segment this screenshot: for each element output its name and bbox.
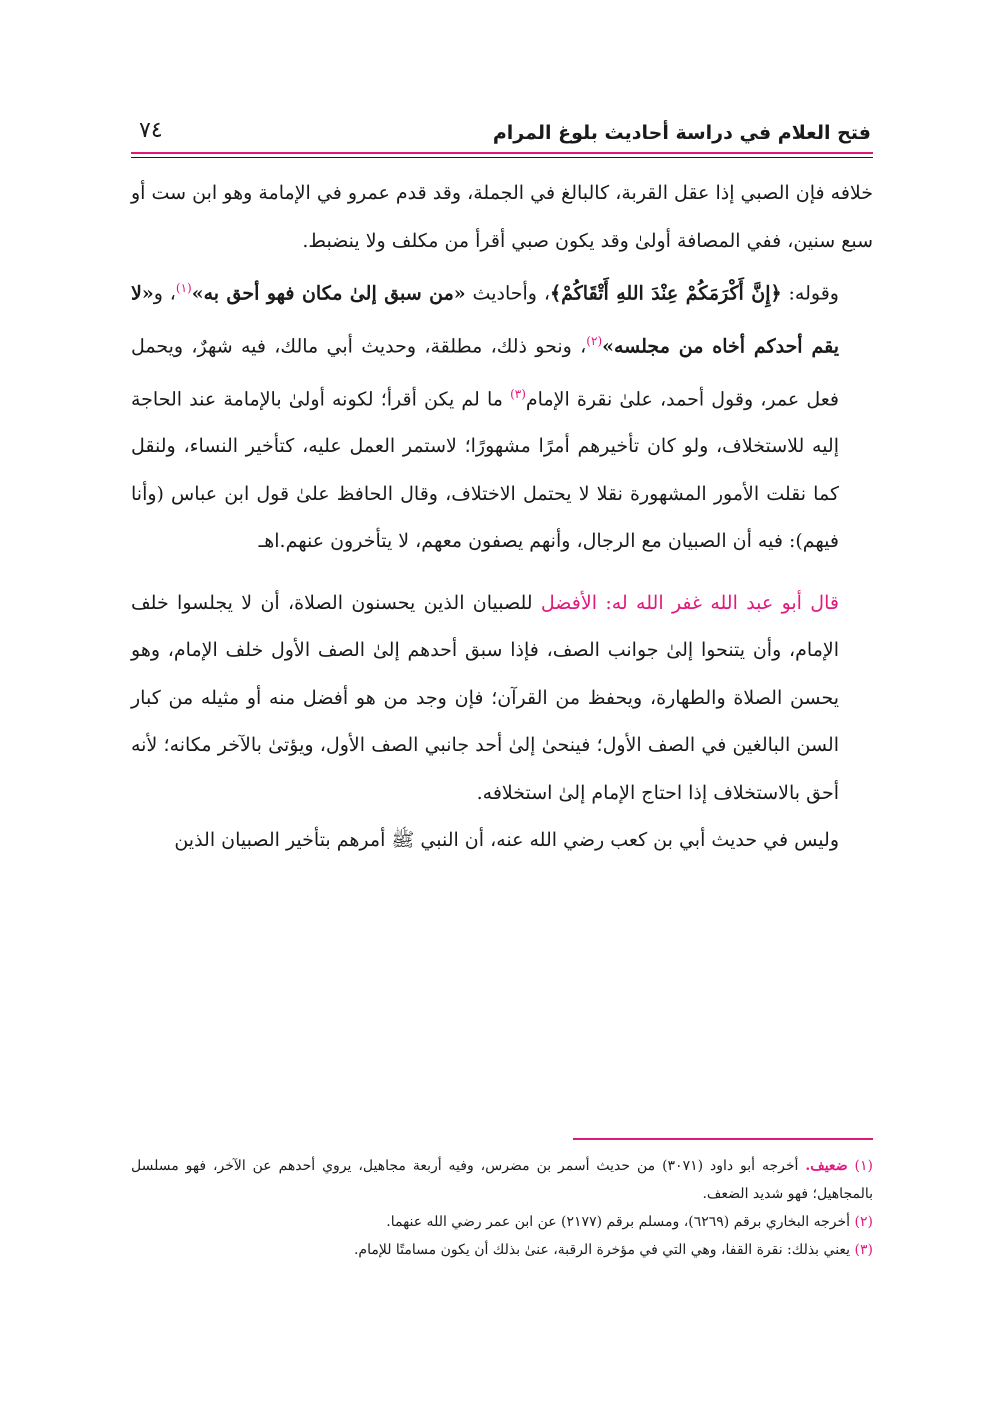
p2-text-2: ، و <box>153 282 176 305</box>
footnotes <box>131 1152 873 1264</box>
p2-lead: وقوله: <box>781 282 839 305</box>
paragraph-1-text: خلافه فإن الصبي إذا عقل القربة، كالبالغ في الجملة، وقد قدم عمرو في الإمامة وهو ابن ست أو سبع سنين، ففي المصافة أولىٰ وقد يكون صبي أقرأ من مكلف ولا ينضبط. <box>131 182 873 252</box>
footnote-3-label: (٣) <box>854 1242 873 1258</box>
hadith-2: «لا يقم أحدكم أخاه من مجلسه» <box>131 282 840 358</box>
header-rule-pink <box>131 152 873 154</box>
paragraph-2 <box>131 265 873 566</box>
footnote-3 <box>131 1236 873 1264</box>
book-title: فتح العلام في دراسة أحاديث بلوغ المرام <box>492 122 871 144</box>
p2-text-1: ، وأحاديث <box>465 282 550 305</box>
footnote-1-label: (١) <box>854 1158 873 1174</box>
footnote-2-text: أخرجه البخاري برقم (٦٢٦٩)، ومسلم برقم (٢١٧٧) عن ابن عمر رضي الله عنهما. <box>386 1214 855 1230</box>
footnote-ref-1[interactable]: (١) <box>175 281 192 295</box>
author-comment-label: قال أبو عبد الله غفر الله له: <box>597 591 839 614</box>
p2-text-4: ما لم يكن أقرأ؛ لكونه أولىٰ بالإمامة عند الحاجة إليه للاستخلاف، ولو كان تأخيرهم أمرًا مشهورًا؛ لاستمر العمل عليه، كتأخير النساء، ولنقل كما نقلت الأمور المشهورة نقلا لا يحتمل الاختلاف، وقال الحافظ علىٰ قول ابن عباس (وأنا فيهم): فيه أن الصبيان مع الرجال، وأنهم يصفون معهم، لا يتأخرون عنهم.اهـ <box>131 387 839 553</box>
footnote-ref-3[interactable]: (٣) <box>510 386 526 401</box>
page-number: ٧٤ <box>139 118 163 143</box>
footnote-separator <box>573 1138 873 1140</box>
footnote-3-text: يعني بذلك: نقرة القفا، وهي التي في مؤخرة الرقبة، عنىٰ بذلك أن يكون مسامتًا للإمام. <box>353 1242 855 1258</box>
footnote-2-label: (٢) <box>854 1214 873 1230</box>
paragraph-1 <box>131 170 873 265</box>
page-header <box>131 112 873 152</box>
afdal-keyword: الأفضل <box>540 591 597 614</box>
main-text <box>131 170 873 865</box>
book-page <box>131 0 873 1418</box>
hadith-1: «من سبق إلىٰ مكان فهو أحق به» <box>191 282 466 305</box>
footnote-1 <box>131 1152 873 1208</box>
paragraph-3 <box>131 580 873 818</box>
header-rule-dark <box>131 157 873 158</box>
p4-text: وليس في حديث أبي بن كعب رضي الله عنه، أن النبي ﷺ أمرهم بتأخير الصبيان الذين <box>174 829 839 852</box>
footnote-ref-2[interactable]: (٢) <box>586 333 603 348</box>
footnote-1-grade: ضعيف. <box>805 1158 848 1174</box>
p3-text: للصبيان الذين يحسنون الصلاة، أن لا يجلسوا خلف الإمام، وأن يتنحوا إلىٰ جوانب الصف، فإذا سبق أحدهم إلىٰ الصف الأول خلف الإمام، وهو يحسن الصلاة والطهارة، ويحفظ من القرآن؛ فإن وجد من هو أفضل منه أو مثيله من كبار السن البالغين في الصف الأول؛ فينحىٰ إلىٰ أحد جانبي الصف الأول، ويؤتىٰ بالآخر مكانه؛ لأنه أحق بالاستخلاف إذا احتاج الإمام إلىٰ استخلافه. <box>131 591 839 804</box>
p2-text-3: ، ونحو ذلك، مطلقة، وحديث أبي مالك، فيه شهرٌ، ويحمل فعل عمر، وقول أحمد، علىٰ نقرة الإمام <box>131 335 839 410</box>
footnote-1-text: أخرجه أبو داود (٣٠٧١) من حديث أسمر بن مضرس، وفيه أربعة مجاهيل، يروي أحدهم عن الآخر، فهو مسلسل بالمجاهيل؛ فهو شديد الضعف. <box>131 1158 873 1202</box>
quran-verse: ﴿إِنَّ أَكْرَمَكُمْ عِنْدَ اللهِ أَتْقَاكُمْ﴾ <box>549 282 782 305</box>
footnote-2 <box>131 1208 873 1236</box>
paragraph-4 <box>131 817 873 865</box>
